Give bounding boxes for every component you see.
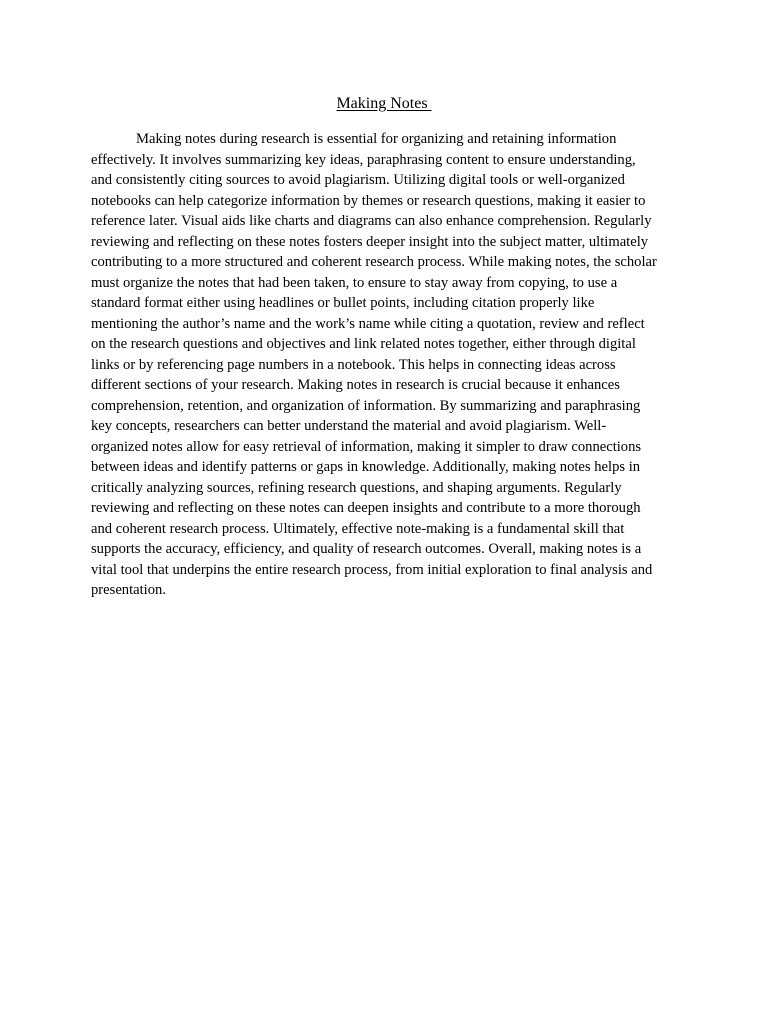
body-line: mentioning the author’s name and the work’s name while citing a quotation, review and reflect [91,315,645,332]
body-line: notebooks can help categorize information by themes or research questions, making it easier to [91,192,646,209]
body-line: must organize the notes that had been taken, to ensure to stay away from copying, to use a [91,274,618,291]
body-line: and coherent research process. Ultimately, effective note-making is a fundamental skill that [91,520,625,537]
document-title-text: Making Notes [336,95,432,112]
body-line: reference later. Visual aids like charts and diagrams can also enhance comprehension. Regularly [91,213,652,229]
body-line: effectively. It involves summarizing key ideas, paraphrasing content to ensure understanding, [91,151,636,168]
body-line: comprehension, retention, and organization of information. By summarizing and paraphrasing [91,397,641,414]
body-line: organized notes allow for easy retrieval of information, making it simpler to draw connections [91,438,642,455]
body-paragraph [91,129,681,601]
body-line: Making notes during research is essential for organizing and retaining information [136,131,617,147]
body-line: vital tool that underpins the entire research process, from initial exploration to final analysis and [91,561,653,578]
body-line: standard format either using headlines or bullet points, including citation properly like [91,295,595,311]
body-line: between ideas and identify patterns or gaps in knowledge. Additionally, making notes helps in [91,459,641,475]
body-line: on the research questions and objectives and link related notes together, either through digital [91,336,636,352]
body-line: different sections of your research. Making notes in research is crucial because it enhances [91,377,620,393]
document-title [0,93,768,115]
body-line: and consistently citing sources to avoid plagiarism. Utilizing digital tools or well-organized [91,172,625,188]
body-line: reviewing and reflecting on these notes fosters deeper insight into the subject matter, ultimately [91,233,649,250]
body-line: contributing to a more structured and coherent research process. While making notes, the scholar [91,254,657,270]
body-line: reviewing and reflecting on these notes can deepen insights and contribute to a more thorough [91,500,641,516]
body-line: supports the accuracy, efficiency, and quality of research outcomes. Overall, making notes is a [91,541,642,557]
body-line: presentation. [91,582,166,598]
body-line: key concepts, researchers can better understand the material and avoid plagiarism. Well- [91,418,607,434]
body-line: links or by referencing page numbers in a notebook. This helps in connecting ideas across [91,356,616,373]
body-line: critically analyzing sources, refining research questions, and shaping arguments. Regularly [91,479,622,496]
